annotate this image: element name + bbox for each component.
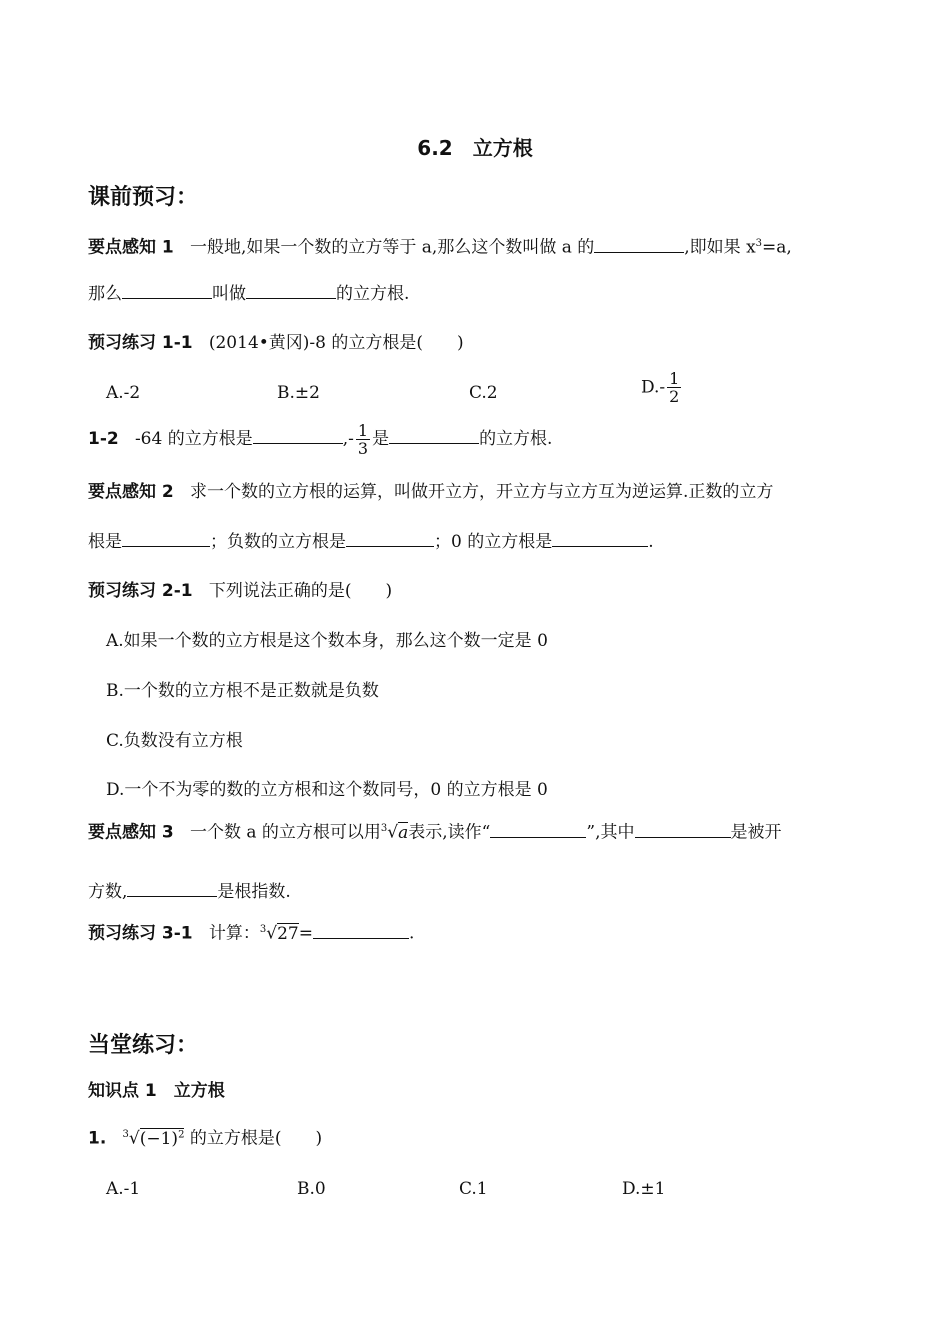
text: 根是 bbox=[88, 532, 122, 552]
root-index: 3 bbox=[380, 823, 388, 834]
exercise-1-2 bbox=[88, 420, 552, 458]
text: 的立方根. bbox=[336, 284, 410, 304]
key-point-1-label: 要点感知 1 bbox=[88, 237, 174, 258]
exercise-1-1-text: (2014•黄冈)-8 的立方根是( ) bbox=[208, 333, 464, 353]
key-point-2-line2 bbox=[88, 530, 654, 553]
exercise-3-1-label: 预习练习 3-1 bbox=[88, 923, 193, 944]
text: . bbox=[408, 923, 415, 944]
key-point-2-label: 要点感知 2 bbox=[88, 482, 174, 502]
text: 叫做 bbox=[212, 284, 246, 304]
numerator: 1 bbox=[669, 369, 680, 388]
key-point-2-text: 求一个数的立方根的运算，叫做开立方，开立方与立方互为逆运算.正数的立方 bbox=[189, 482, 774, 502]
section-classwork: 当堂练习： bbox=[88, 1033, 199, 1058]
exercise-2-1-label: 预习练习 2-1 bbox=[88, 581, 193, 601]
text: ,- bbox=[342, 429, 354, 449]
exercise-2-1-text: 下列说法正确的是( ) bbox=[208, 581, 393, 601]
fraction bbox=[356, 422, 370, 457]
blank[interactable] bbox=[127, 880, 217, 897]
text: -64 的立方根是 bbox=[134, 429, 253, 449]
key-point-3-label: 要点感知 3 bbox=[88, 822, 174, 843]
text: . bbox=[648, 532, 654, 552]
option-a[interactable]: A.-2 bbox=[106, 383, 141, 403]
text: 是被开 bbox=[730, 822, 782, 843]
question-1 bbox=[88, 1124, 322, 1150]
key-point-1-line2 bbox=[88, 282, 409, 305]
exercise-2-1 bbox=[88, 580, 392, 602]
text: 表示,读作“ bbox=[408, 822, 491, 843]
blank[interactable] bbox=[346, 530, 434, 547]
root-argument: a bbox=[398, 822, 409, 843]
root-index: 3 bbox=[122, 1129, 129, 1140]
key-point-1-text: 一般地,如果一个数的立方等于 a,那么这个数叫做 a 的 bbox=[189, 237, 595, 258]
option-a[interactable]: A.如果一个数的立方根是这个数本身，那么这个数一定是 0 bbox=[106, 631, 548, 651]
cube-root: $^3√(-1)^2$ bbox=[122, 1128, 185, 1149]
text: ”,其中 bbox=[586, 822, 635, 843]
text: ；0 的立方根是 bbox=[434, 532, 553, 552]
blank[interactable] bbox=[246, 282, 336, 299]
fraction bbox=[667, 370, 681, 405]
option-d[interactable]: D.±1 bbox=[622, 1179, 666, 1199]
key-point-2 bbox=[88, 481, 773, 503]
text: 的立方根. bbox=[479, 429, 553, 449]
denominator: 2 bbox=[669, 387, 680, 406]
option-b[interactable]: B.一个数的立方根不是正数就是负数 bbox=[106, 681, 379, 701]
section-preview: 课前预习： bbox=[88, 185, 199, 210]
blank[interactable] bbox=[313, 922, 409, 939]
option-d[interactable]: D.一个不为零的数的立方根和这个数同号，0 的立方根是 0 bbox=[106, 780, 548, 800]
key-point-3 bbox=[88, 818, 782, 844]
option-b[interactable]: B.0 bbox=[297, 1179, 326, 1199]
blank[interactable] bbox=[635, 821, 731, 838]
root-argument: 27 bbox=[277, 923, 299, 944]
option-c[interactable]: C.负数没有立方根 bbox=[106, 731, 243, 751]
cube-root: $^3$√a bbox=[380, 822, 409, 843]
root-index: 3 bbox=[259, 924, 267, 935]
text: ；负数的立方根是 bbox=[210, 532, 346, 552]
key-point-3-line2 bbox=[88, 880, 291, 903]
key-point-1-text2: ,即如果 x bbox=[684, 237, 756, 258]
exercise-1-1-label: 预习练习 1-1 bbox=[88, 333, 193, 353]
exercise-1-2-label: 1-2 bbox=[88, 429, 119, 449]
option-d[interactable] bbox=[641, 370, 683, 405]
blank[interactable] bbox=[594, 236, 684, 253]
text: 那么 bbox=[88, 284, 122, 304]
text: 是 bbox=[372, 429, 390, 449]
root-argument bbox=[140, 1128, 185, 1149]
blank[interactable] bbox=[122, 282, 212, 299]
option-d-label: D.- bbox=[641, 377, 666, 398]
root-base: (−1) bbox=[139, 1128, 179, 1149]
exercise-1-1 bbox=[88, 332, 464, 354]
text: 一个数 a 的立方根可以用 bbox=[189, 822, 381, 843]
exponent: 3 bbox=[755, 238, 763, 249]
key-point-1-text3: =a, bbox=[762, 237, 792, 258]
option-b[interactable]: B.±2 bbox=[277, 383, 320, 403]
option-c[interactable]: C.2 bbox=[469, 383, 498, 403]
blank[interactable] bbox=[122, 530, 210, 547]
option-c[interactable]: C.1 bbox=[459, 1179, 488, 1199]
key-point-1 bbox=[88, 233, 792, 259]
cube-root: $^3$√27 bbox=[259, 923, 299, 944]
knowledge-point-1: 知识点 1 立方根 bbox=[88, 1081, 225, 1101]
numerator: 1 bbox=[357, 421, 369, 440]
denominator: 3 bbox=[357, 439, 369, 458]
option-a[interactable]: A.-1 bbox=[106, 1179, 141, 1199]
exponent: 2 bbox=[178, 1129, 185, 1140]
blank[interactable] bbox=[253, 427, 343, 444]
blank[interactable] bbox=[552, 530, 648, 547]
question-1-text: 的立方根是( ) bbox=[189, 1128, 323, 1149]
text: 是根指数. bbox=[217, 882, 291, 902]
text: = bbox=[298, 923, 313, 944]
blank[interactable] bbox=[490, 821, 586, 838]
blank[interactable] bbox=[389, 427, 479, 444]
question-1-label: 1. bbox=[88, 1128, 107, 1149]
text: 计算： bbox=[208, 923, 260, 944]
text: 方数, bbox=[88, 882, 128, 902]
exercise-3-1 bbox=[88, 919, 414, 945]
page-title: 6.2 立方根 bbox=[417, 136, 533, 160]
